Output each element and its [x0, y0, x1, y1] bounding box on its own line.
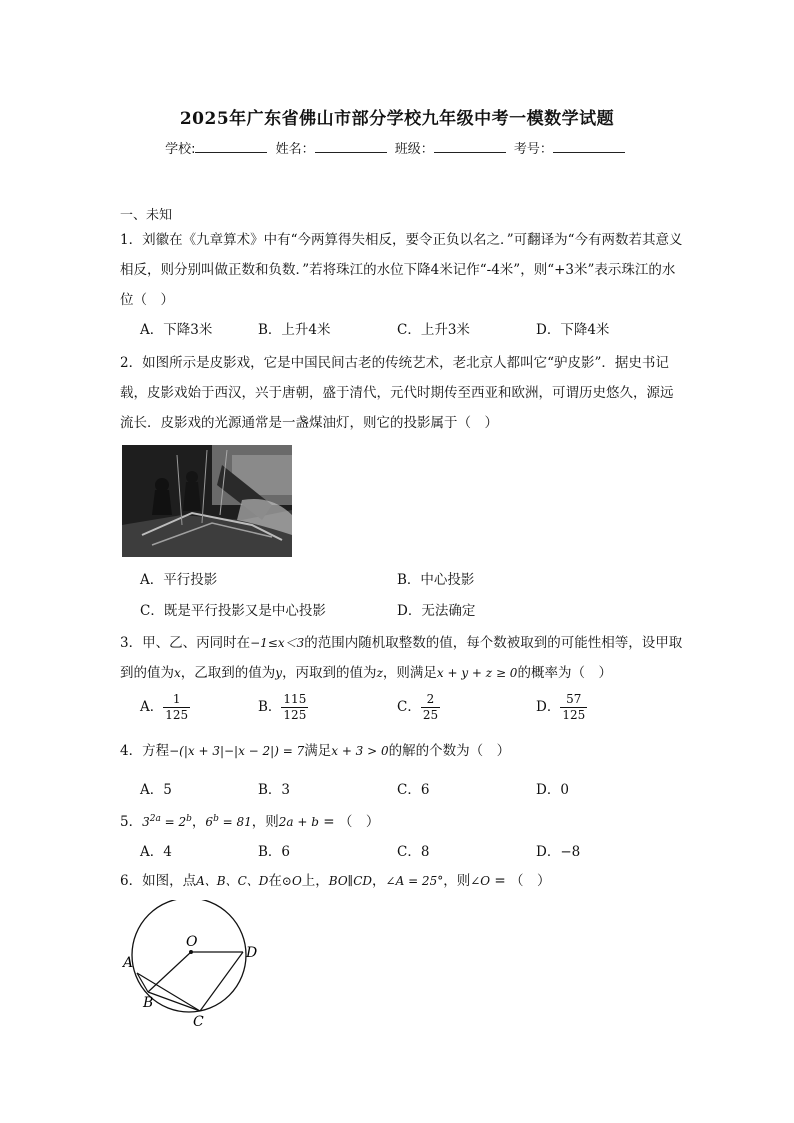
- name-field[interactable]: [315, 140, 387, 153]
- option-b[interactable]: B．中心投影: [397, 572, 475, 588]
- option-a[interactable]: [140, 692, 190, 723]
- label-c: C: [193, 1014, 204, 1030]
- school-label: 学校:: [165, 142, 196, 157]
- option-b-numerator: 115: [283, 692, 307, 706]
- option-c-label: C．: [397, 699, 421, 715]
- option-d[interactable]: D．无法确定: [397, 603, 476, 619]
- option-a-numerator: 1: [163, 692, 190, 708]
- school-field[interactable]: [195, 140, 267, 153]
- q5-eq2-rest: = 81: [218, 815, 252, 829]
- option-c[interactable]: C．6: [397, 782, 430, 798]
- q5-equation-1: [142, 815, 192, 829]
- option-c[interactable]: C．8: [397, 844, 430, 860]
- section-heading: 一、未知: [120, 208, 173, 223]
- question-5: [120, 804, 686, 837]
- option-d-denominator: 125: [562, 708, 586, 722]
- q5-eq2-exponent: b: [213, 814, 219, 824]
- circle-figure: [115, 900, 265, 1034]
- q5-eq1-exponent-2: b: [186, 814, 192, 824]
- q6-text-c: 上，: [301, 873, 329, 889]
- option-c-denominator: 25: [422, 708, 439, 722]
- option-a[interactable]: A．5: [140, 782, 172, 798]
- label-b: B: [143, 995, 154, 1011]
- q3-text-a: 3．甲、乙、丙同时在: [120, 635, 251, 651]
- option-a-fraction: [163, 692, 190, 723]
- label-d: D: [246, 945, 258, 961]
- q6-text-b: 在: [268, 873, 282, 889]
- q5-eq1-rest: = 2: [160, 815, 187, 829]
- class-label: 班级：: [394, 142, 434, 157]
- q6-text-e: = （ ）: [490, 873, 551, 889]
- number-label: 考号：: [513, 142, 553, 157]
- center-point: [189, 950, 193, 954]
- option-c[interactable]: C．既是平行投影又是中心投影: [140, 603, 326, 619]
- question-1: 1．刘徽在《九章算术》中有“今两算得失相反，要令正负以名之．”可翻译为“今有两数若其意义相反，则分别叫做正数和负数．”若将珠江的水位下降4米记作“-4米”，则“+3米”表示珠江的水位（ ）: [120, 232, 683, 308]
- option-b-fraction: [281, 692, 308, 723]
- q3-var-y: y: [275, 666, 283, 680]
- q5-separator: ，: [191, 814, 206, 830]
- option-c[interactable]: C．上升3米: [397, 322, 470, 338]
- q6-circle: ⊙O: [281, 874, 302, 888]
- q5-eq2-base: 6: [205, 815, 214, 829]
- option-d-label: D．: [536, 699, 561, 715]
- label-o: O: [186, 934, 198, 950]
- shadow-play-photo: [122, 445, 292, 557]
- option-b[interactable]: B．6: [258, 844, 291, 860]
- class-field[interactable]: [434, 140, 506, 153]
- q3-condition: x + y + z ≥ 0: [436, 666, 518, 680]
- shadow-play-image: [122, 445, 292, 557]
- option-b-denominator: 125: [283, 708, 307, 722]
- option-a[interactable]: A．4: [140, 844, 172, 860]
- option-d[interactable]: D．下降4米: [536, 322, 610, 338]
- option-c-numerator: 2: [421, 692, 440, 708]
- option-b[interactable]: B．3: [258, 782, 291, 798]
- q6-separator: ，: [372, 873, 386, 889]
- q6-parallel: BO∥CD: [328, 874, 373, 888]
- q5-equation-2: [205, 815, 251, 829]
- q3-text-b: 的范围内随机取整数的值，每个数被取到的可能性相等，设甲取到的值为: [120, 635, 683, 681]
- q6-points: A、B、C、D: [196, 874, 269, 888]
- q4-text-c: 的解的个数为（ ）: [388, 743, 511, 759]
- q3-var-z: z: [376, 666, 383, 680]
- q3-text-d: ，丙取到的值为: [282, 665, 377, 681]
- option-a[interactable]: A．平行投影: [140, 572, 218, 588]
- q4-text-b: 满足: [304, 743, 332, 759]
- q3-text-e: ，则满足: [382, 665, 437, 681]
- q5-text-a: 5．: [120, 814, 143, 830]
- option-a-denominator: 125: [165, 708, 189, 722]
- q4-equation: −(|x + 3|−|x − 2|) = 7: [169, 744, 305, 758]
- q6-text-d: ，则: [443, 873, 471, 889]
- option-a[interactable]: A．下降3米: [140, 322, 213, 338]
- segment-ob: [148, 952, 191, 992]
- option-b-label: B．: [258, 699, 282, 715]
- q4-condition: x + 3 > 0: [331, 744, 389, 758]
- name-label: 姓名：: [275, 142, 315, 157]
- option-d[interactable]: D．0: [536, 782, 569, 798]
- q5-eq1-exponent: 2a: [149, 814, 161, 824]
- q3-text-c: ，乙取到的值为: [180, 665, 276, 681]
- q3-range: −1≤x＜3: [250, 636, 305, 650]
- option-d-numerator: 57: [560, 692, 587, 708]
- question-3: [120, 628, 686, 688]
- circle-diagram: [115, 900, 265, 1030]
- q5-expression: 2a + b: [278, 815, 319, 829]
- student-info-line: [0, 138, 794, 157]
- q6-ask: ∠O: [470, 874, 491, 888]
- option-d[interactable]: D．−8: [536, 844, 581, 860]
- page-title: 2025年广东省佛山市部分学校九年级中考一模数学试题: [179, 109, 615, 129]
- option-a-label: A．: [140, 699, 164, 715]
- question-4: [120, 736, 686, 766]
- q4-text-a: 4．方程: [120, 743, 170, 759]
- q5-text-c: = （ ）: [318, 814, 380, 830]
- q5-text-b: ，则: [251, 814, 279, 830]
- option-b[interactable]: B．上升4米: [258, 322, 331, 338]
- question-2: 2．如图所示是皮影戏，它是中国民间古老的传统艺术，老北京人都叫它“驴皮影”．据史书记载，皮影戏始于西汉，兴于唐朝，盛于清代，元代时期传至西亚和欧洲，可谓历史悠久，源远流长．皮影戏的光源通常是一盏煤油灯，则它的投影属于（ ）: [120, 355, 674, 431]
- q5-eq1-base: 3: [142, 815, 150, 829]
- option-d[interactable]: [536, 692, 587, 723]
- option-c[interactable]: [397, 692, 440, 723]
- q3-text-f: 的概率为（ ）: [517, 665, 612, 681]
- question-6: [120, 866, 686, 896]
- option-c-fraction: [421, 692, 440, 723]
- option-b[interactable]: [258, 692, 308, 723]
- q6-text-a: 6．如图，点: [120, 873, 197, 889]
- q6-angle: ∠A = 25°: [385, 874, 444, 888]
- number-field[interactable]: [553, 140, 625, 153]
- label-a: A: [123, 955, 134, 971]
- q3-var-x: x: [174, 666, 181, 680]
- option-d-fraction: [560, 692, 587, 723]
